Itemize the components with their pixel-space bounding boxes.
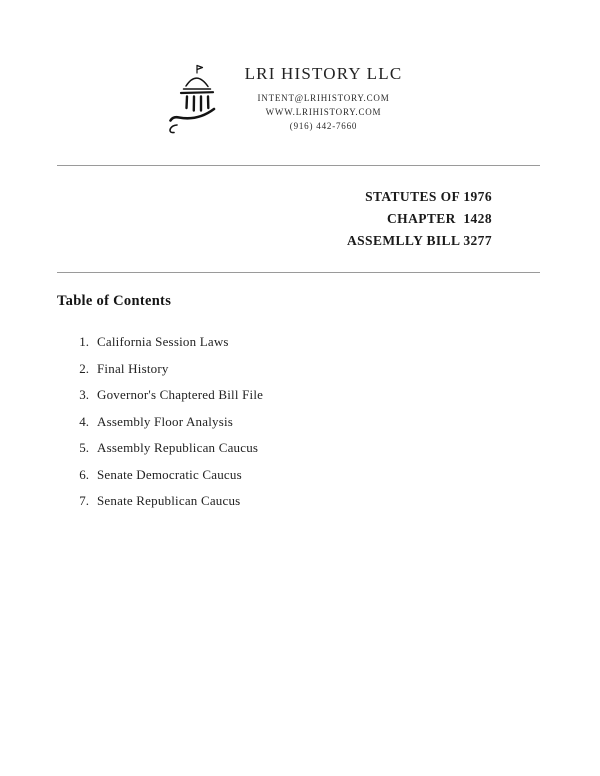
toc-item-number: 4. (79, 413, 89, 429)
toc-item (71, 361, 540, 377)
toc-item (71, 414, 540, 430)
toc-item-number: 3. (79, 387, 89, 402)
toc-item-number: 2. (79, 360, 89, 376)
capitol-logo-icon (165, 58, 223, 141)
toc-item-number: 5. (79, 440, 89, 455)
toc-item-text: Senate Democratic Caucus (97, 466, 242, 482)
toc-item (71, 440, 540, 456)
toc-item (71, 334, 540, 350)
toc-list (57, 334, 540, 509)
toc-item (71, 467, 540, 483)
toc-item-text: Governor's Chaptered Bill File (97, 387, 264, 402)
toc-item-text: California Session Laws (97, 334, 229, 349)
toc-item (71, 493, 540, 509)
toc-item (71, 387, 540, 403)
divider-middle (57, 272, 540, 273)
case-info-block (57, 186, 540, 252)
toc-item-number: 6. (79, 466, 89, 482)
company-email: INTENT@LRIHISTORY.COM (257, 93, 390, 103)
toc-item-text: Final History (97, 360, 169, 376)
company-website: WWW.LRIHISTORY.COM (265, 107, 382, 117)
assembly-bill-line: ASSEMLLY BILL 3277 (346, 233, 492, 248)
letterhead (57, 58, 510, 141)
company-info (245, 58, 403, 133)
company-phone: (916) 442-7660 (289, 121, 358, 131)
statutes-line: STATUTES OF 1976 (365, 189, 492, 204)
toc-item-number: 1. (79, 334, 89, 349)
divider-top (57, 165, 540, 166)
toc-title: Table of Contents (57, 293, 172, 309)
toc-item-number: 7. (79, 493, 89, 508)
toc-item-text: Assembly Republican Caucus (97, 440, 259, 455)
toc-item-text: Senate Republican Caucus (97, 493, 241, 508)
toc-item-text: Assembly Floor Analysis (97, 413, 234, 429)
company-name: LRI HISTORY LLC (244, 64, 403, 83)
chapter-line: CHAPTER 1428 (387, 211, 492, 226)
